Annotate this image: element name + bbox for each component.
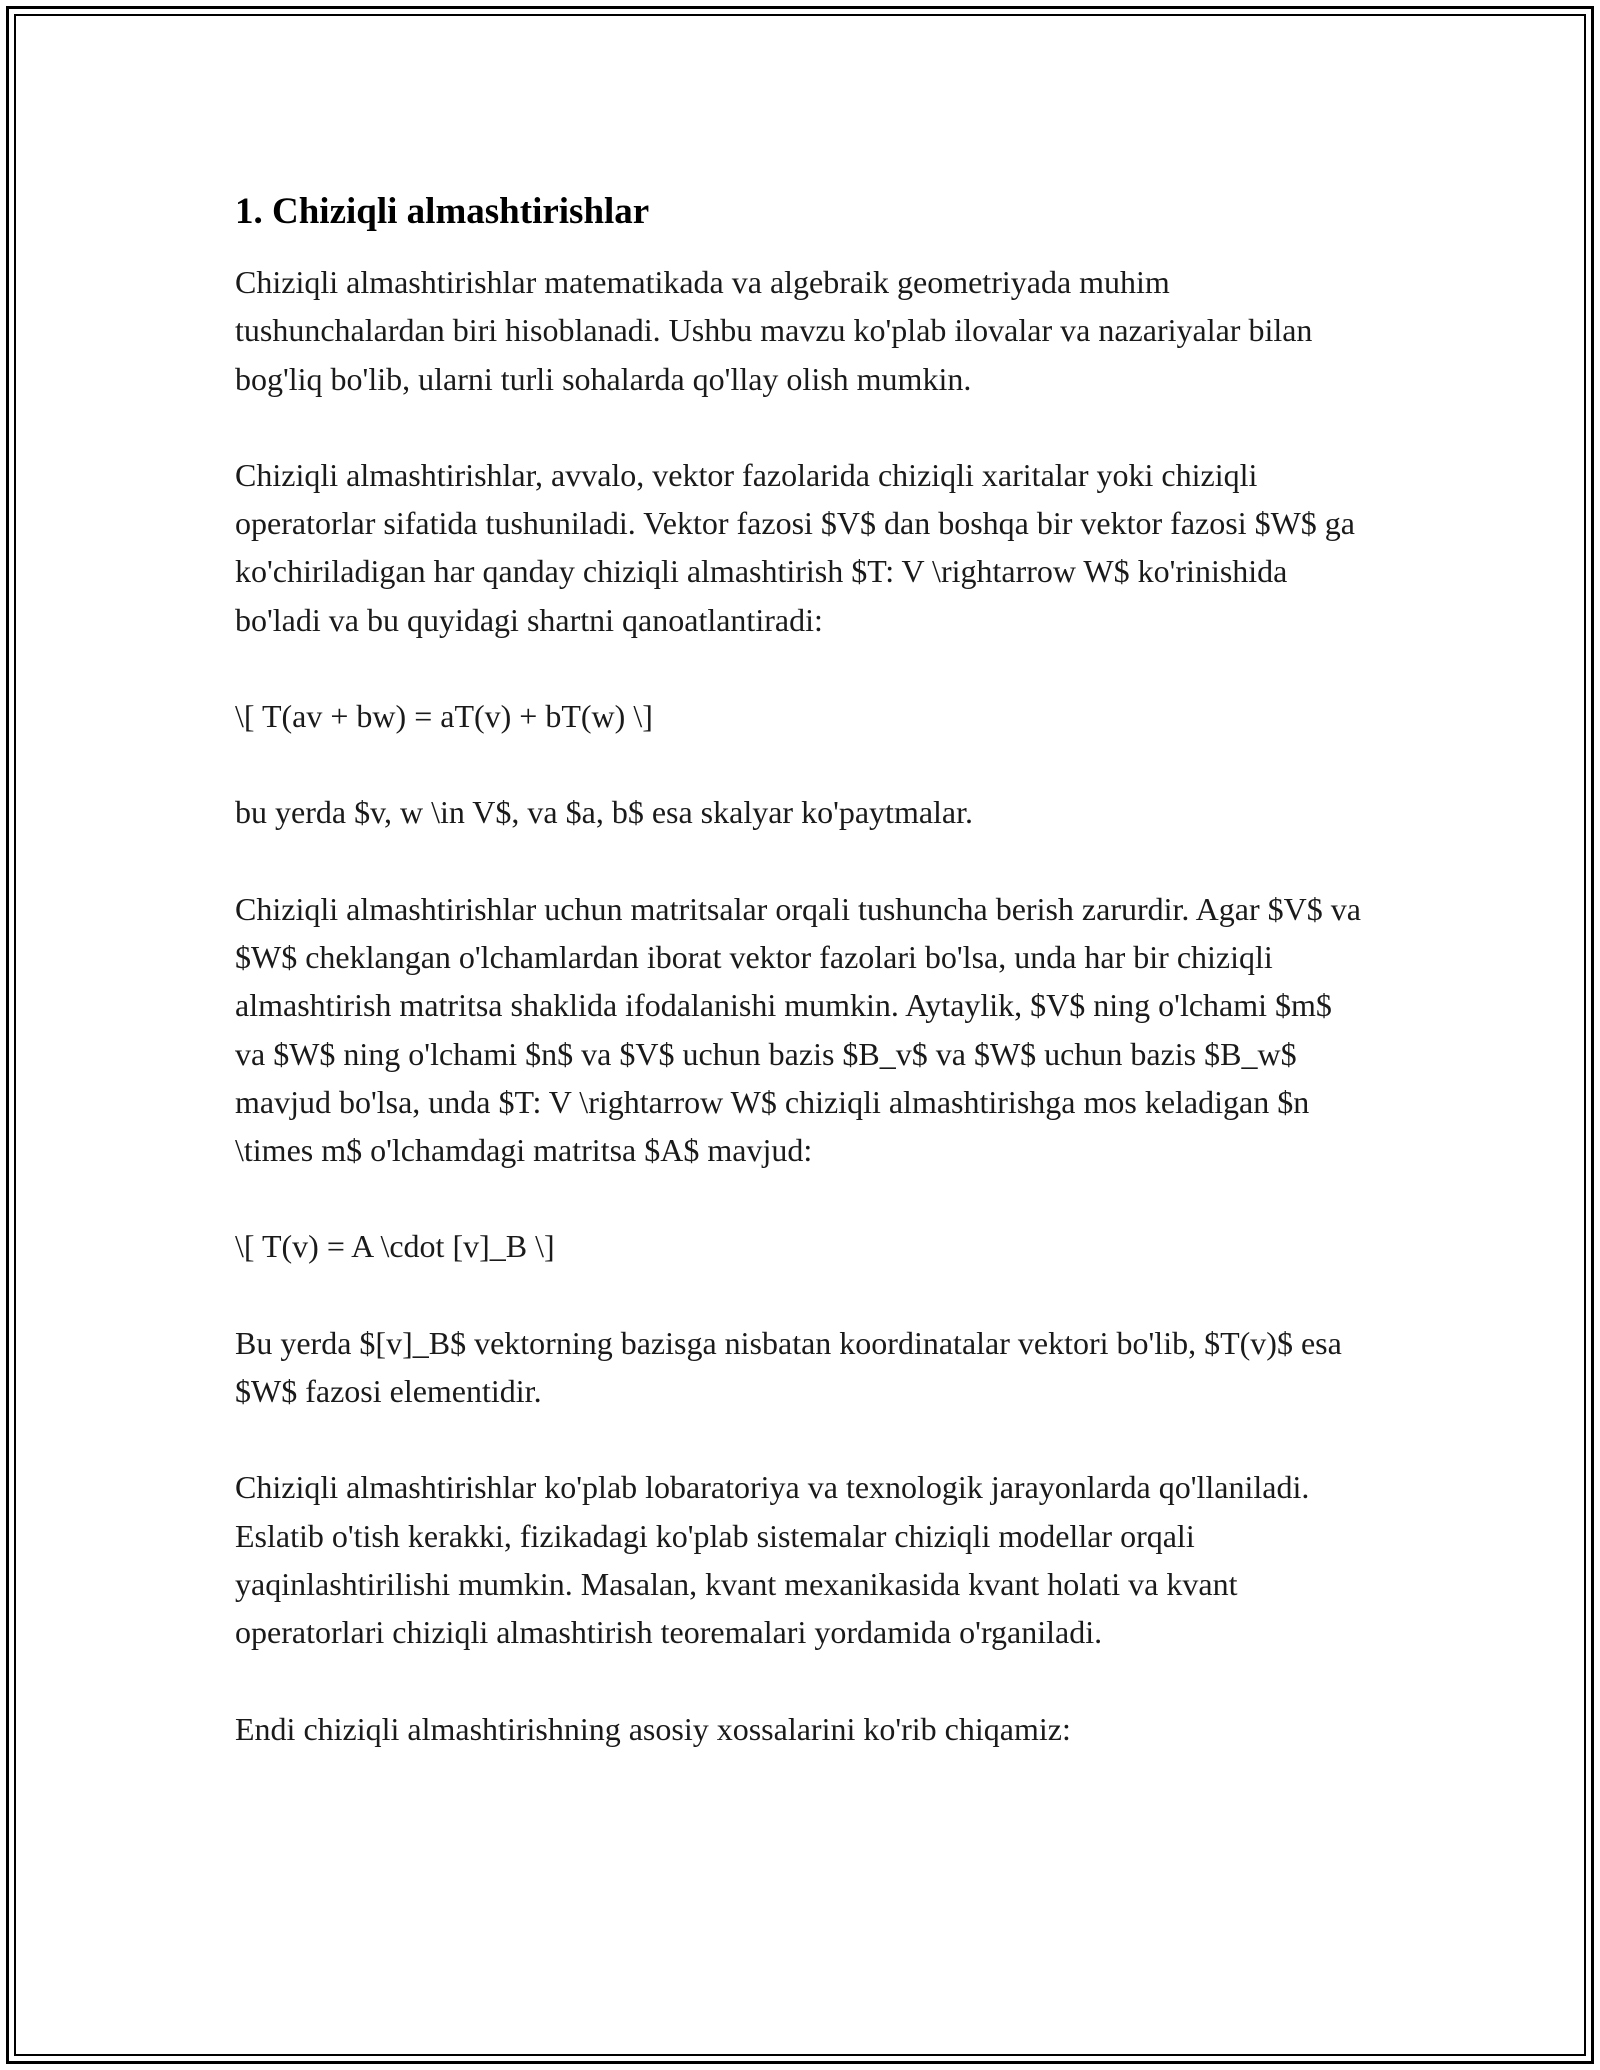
document-body [235,186,1365,1801]
paragraph-applications: Chiziqli almashtirishlar ko'plab lobaratoriya va texnologik jarayonlarda qo'llaniladi. Eslatib o'tish kerakki, fizikadagi ko'plab sistemalar chiziqli modellar orqali yaqinlashtirilishi mumkin. Masalan, kvant mexanikasida kvant holati va kvant operatorlari chiziqli almashtirish teoremalari yordamida o'rganiladi. [235,1469,1310,1651]
paragraph-properties-intro: Endi chiziqli almashtirishning asosiy xossalarini ko'rib chiqamiz: [235,1710,1071,1747]
paragraph-coordinates: Bu yerda $[v]_B$ vektorning bazisga nisbatan koordinatalar vektori bo'lib, $T(v)$ esa $W$ fazosi elementidir. [235,1324,1342,1410]
paragraph-intro: Chiziqli almashtirishlar matematikada va algebraik geometriyada muhim tushunchalardan biri hisoblanadi. Ushbu mavzu ko'plab ilovalar va nazariyalar bilan bog'liq bo'lib, ularni turli sohalarda qo'llay olish mumkin. [235,264,1313,397]
paragraph-scalars: bu yerda $v, w \in V$, va $a, b$ esa skalyar ko'paytmalar. [235,794,974,831]
paragraph-definition: Chiziqli almashtirishlar, avvalo, vektor fazolarida chiziqli xaritalar yoki chiziqli operatorlar sifatida tushuniladi. Vektor fazosi $V$ dan boshqa bir vektor fazosi $W$ ga ko'chiriladigan har qanday chiziqli almashtirish $T: V \rightarrow W$ ko'rinishida bo'ladi va bu quyidagi shartni qanoatlantiradi: [235,456,1355,638]
section-title: 1. Chiziqli almashtirishlar [235,191,650,232]
paragraph-matrices: Chiziqli almashtirishlar uchun matritsalar orqali tushuncha berish zarurdir. Agar $V$ va $W$ cheklangan o'lchamlardan iborat vektor fazolari bo'lsa, unda har bir chiziqli almashtirish matritsa shaklida ifodalanishi mumkin. Aytaylik, $V$ ning o'lchami $m$ va $W$ ning o'lchami $n$ va $V$ uchun bazis $B_v$ va $W$ uchun bazis $B_w$ mavjud bo'lsa, unda $T: V \rightarrow W$ chiziqli almashtirishga mos keladigan $n \times m$ o'lchamdagi matritsa $A$ mavjud: [235,890,1361,1169]
formula-matrix-form: \[ T(v) = A \cdot [v]_B \] [235,1228,555,1265]
formula-linearity: \[ T(av + bw) = aT(v) + bT(w) \] [235,698,653,735]
